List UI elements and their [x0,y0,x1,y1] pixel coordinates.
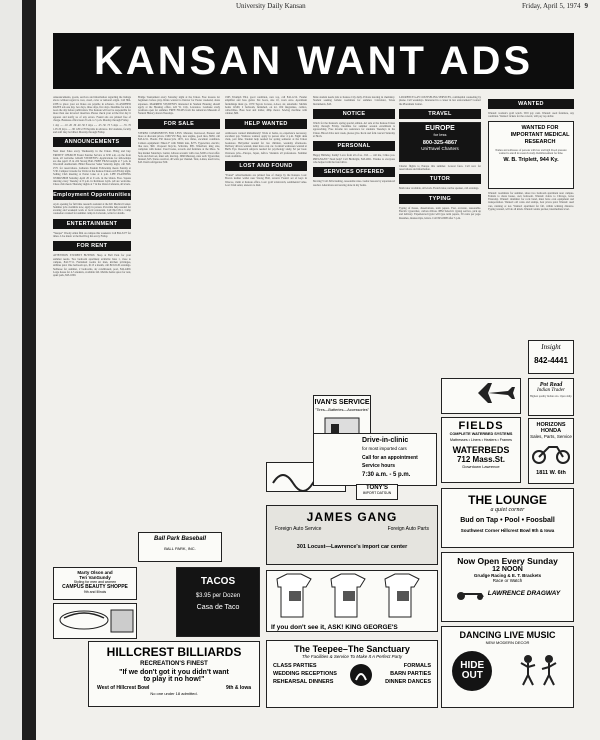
king-georges-name: KING GEORGE'S [345,624,398,631]
pot-read-sub: Indian Trader [537,388,565,393]
hillcrest-location-right: 9th & Iowa [225,685,251,691]
fields-location: Downtown Lawrence [462,464,500,469]
europe-charter-ad [399,122,481,162]
newspaper-page [36,0,600,740]
notice-text: Watch for the Kansan's spring special edition. Art sale at the Kansas Union lobby through Friday. Deadline for summer session enrollment is approaching. Free income tax assistance for students Tuesdays in the Union. Blood drive next week, please give. Rock and folk concert Saturday at Hoch. [313,121,395,139]
campus-beauty-name: CAMPUS BEAUTY SHOPPE [62,584,128,590]
section-header-announcements: ANNOUNCEMENTS [53,137,131,147]
tacos-title: TACOS [200,576,236,587]
dragster-icon [455,585,485,601]
dragway-name: LAWRENCE DRAGWAY [487,589,561,597]
lounge-title: THE LOUNGE [468,493,547,507]
hillcrest-quote-2: to play it no how!" [143,676,205,683]
insight-phone: 842-4441 [534,356,568,365]
rates-table-text: 1 day ..... .10 .20 .30 .40 .50 3 days ..... .25 .50 .75 5 days ..... .35 .70 1.05 20 days ..... .90 1.80 2.70 Payable in advance. KU students, faculty and staff may be billed. Monday through Friday. [53,124,131,134]
teepee-item: WEDDING RECEPTIONS [273,671,337,677]
col4-top-text: Male student needs ride to Kansas City daily. Private tutoring in chemistry. Student seeking female roommate for summer. Calculator, Texas Instruments, $45. [313,96,395,106]
hillcrest-title: HILLCREST BILLIARDS [106,645,242,659]
fields-subtitle: COMPLETE WATERBED SYSTEMS [449,432,513,436]
dragway-title: Now Open Every Sunday [457,556,558,566]
ball-park-sub: BALL PARK, INC. [164,546,196,551]
store-logo-icon [54,604,137,639]
medical-title: WANTED FOR IMPORTANT MEDICAL RESEARCH [510,124,570,145]
dragway-logo-row [442,585,573,601]
clinic-subtitle: for most imported cars [362,446,407,451]
clinic-line-1: Call for an appointment [362,455,418,461]
teepee-item: REHEARSAL DINNERS [273,679,334,685]
lounge-features: Bud on Tap • Pool • Foosball [460,517,555,524]
section-header-wanted: WANTED [488,99,574,109]
campus-beauty-tagline: Styling for men and women [73,580,117,584]
europe-sub: for less [433,131,447,137]
services-text: Moving? Call Jim's hauling, reasonable rates. Guitar lessons by experienced teacher. Alterations and sewing done in my home. [313,180,395,187]
hillcrest-quote-1: "If we don't got it you didn't want [119,669,229,676]
employment-text: A job opening for full time research assistant at the KU Medical Center. Summer jobs available now, apply in person. Part-time help needed for evening and weekend work at local restaurant. Call 842-5511. Camp counselors wanted for summer camp in Colorado, write for details. [53,202,131,216]
horizons-sub: Sales, Parts, Service [530,434,572,439]
motorcycle-icon [529,439,573,465]
lounge-ad [441,488,574,548]
tonys-subtitle: IMPORT DATSUN [362,491,392,495]
folio-line [36,1,596,11]
section-header-employment: Employment Opportunities [53,191,131,198]
tacos-restaurant-name: Casa de Taco [196,604,240,611]
section-header-notice: NOTICE [313,109,395,119]
help-wanted-text: Addressers wanted immediately! Work at home, no experience necessary, excellent pay. Waitress wanted, apply in person after 4 p.m. Night desk clerk, part time. Student help needed for spring semester at the Union bookstore. Babysitter needed for two children, weekday afternoons. Delivery drivers wanted, must have own car. Cocktail waitresses wanted at Bull's Eye. Research subjects needed for psychology study, $2 per hour. Overseas jobs—Europe, Japan, Africa. Students all professions. Summer work available. [225,131,307,158]
pot-read-title: Pot Read [539,382,563,388]
james-gang-title: JAMES GANG [306,510,398,524]
king-georges-lead: If you don't see it, ASK! [271,624,344,631]
fields-address: 712 Mass.St. [456,455,506,464]
col6-text-1: Wanted: roommate for summer, share two bedroom apartment near campus. Female to share house, own bedroom. Wanted: riders to Chicago, leave Thursday. Wanted: drummer for rock band, must have own equipment and transportation. Wanted: old coins and stamps, best prices paid. Wanted: used cars, running or not. Wanted: apartment for fall, within walking distance. Typing wanted, will do all kinds. Wanted: tennis partner, intermediate level. [488,191,574,212]
insight-title: Insight [541,343,561,351]
teepee-title: The Teepee–The Sanctuary [294,644,410,654]
announcements-text: Next meet Sales every Wednesday in the Union. Bring and buy. TRINITY CHURCH Easter Sunrise Service at 6:30 a.m. on the front lawn, all welcome. GRAD STUDENTS: Applications for fellowships are due April 15 in 222 Strong Hall. FREE FILM tonight at 7 p.m. in Woodruff Auditorium. Hillel Passover Seder Saturday night, call 843-2571 for reservations. Lutheran Student Fellowship meets Sunday at 5:30. Campus Crusade for Christ at the Kansas Union each Friday night. Sailing Club meeting at Potter Lake at 4 p.m. LIFE PLANNING WORKSHOP Saturday April 20 at 9 a.m. in the Union. Free. Square dancing every Tuesday at 8 p.m. in Robinson Gym. All are welcome. Chess club meets Thursday nights at 7 in the Union Cafeteria, all levels. [53,150,131,187]
section-header-tutor: TUTOR [399,174,481,184]
ivans-subtitle: "Tires—Batteries—Accessories" [314,408,370,412]
folio-date [522,2,588,10]
dragway-sub: Grudge Racing & E. T. Brackets [473,573,542,578]
fields-waterbeds: WATERBEDS [452,445,510,455]
hide-out-name: HIDE OUT [452,651,492,691]
lounge-location: Southwest Corner Hillcrest Bowl 9th & Iowa [460,528,555,533]
campus-beauty-ad [53,567,137,600]
hide-out-row [442,651,573,691]
column-1 [53,96,131,736]
medical-research-ad [488,121,574,189]
clinic-line-2: Service hours [362,463,396,469]
campus-beauty-names-1: Marty Olson and [77,570,113,575]
campus-beauty-names-2: Teri VanGundy [79,575,111,580]
section-header-help-wanted: HELP WANTED [225,119,307,129]
entertainment-text: "Sleeper" Woody Allen film on campus this weekend. Call 864-3477 for times. Live music at the Red Dog Inn every Friday. [53,231,131,239]
section-header-lost-found: LOST AND FOUND [225,161,307,171]
horizons-address: 1811 W. 6th [536,470,566,476]
ivans-title: IVAN'S SERVICE [314,399,370,406]
tonys-title: TONY'S [366,485,388,491]
pot-read-body: Highest quality Indian arts. Open daily. [529,395,573,398]
europe-title: EUROPE [425,124,455,132]
hillcrest-subtitle: RECREATION'S FINEST [140,661,208,667]
column-2 [138,96,220,736]
pot-read-ad [528,378,574,416]
wanted-text: Wanted: woman's gold watch. Will pay cash. Wanted: used furniture, any condition. Wanted: tickets for the concert, will pay top dollar. [488,112,574,119]
dancing-sub: NEW MODERN DECOR [485,640,530,645]
james-gang-service-2: Foreign Auto Parts [387,526,429,532]
fields-title: FIELDS [458,420,504,432]
section-header-entertainment: ENTERTAINMENT [53,219,131,229]
insight-phone-ad [528,340,574,374]
section-header-typing: TYPING [399,194,481,204]
lost-found-text: "Found" advertisements are printed free of charge by the Kansan. Lost: Brown leather wallet near Strong Hall, reward. Found: set of keys in Wescoe, claim at Kansan office. Lost: gold wristwatch, sentimental value. Lost: Irish setter, answers to Red. [225,174,307,188]
teepee-item: DINNER DANCES [385,679,431,685]
medical-body: Names and addresses of persons with low and high blood pressure wanted to enroll in research study. Reimbursement for time. [495,148,567,155]
tacos-price: $3.95 per Dozen [195,593,241,599]
hillcrest-note: No one under 18 admitted. [150,691,198,696]
fields-items: Mattresses • Liners • Heaters • Frames [450,438,512,442]
james-gang-address: 301 Locust—Lawrence's import car center [296,544,408,550]
section-header-personal: PERSONAL [313,141,395,151]
classified-rates-text: Announcements, goods, services and information regarding the listings above without regard to race, creed, color or national origin. Call 864-4358 to place your ad. Rates are payable in advance. CLASSIFIED RATES ads one day, two days, three days, five days. Deadline for ads is noon the day before publication. The Kansan will not be responsible for more than one incorrect insertion. Please check your ad the first day it appears and notify us of any errors. Found ads are printed free of charge. Business office hours 8 a.m. to 5 p.m. Monday through Friday. [53,96,131,123]
tonys-import-ad [356,484,398,500]
folio-date-text: Friday, April 5, 1974 [522,2,581,10]
adjacent-page-edge [0,0,22,740]
horizons-honda-ad [528,418,574,484]
personal-text: Happy Birthday, Kathy! Love from all of us. J.M. — call me, I miss you. PREGNANT? Need help? Call Birthright, 843-4821. Thanks to everyone who helped with the fund drive. [313,154,395,164]
lawrence-dragway-ad [441,552,574,622]
section-header-for-sale: FOR SALE [138,119,220,129]
section-header-travel: TRAVEL [399,109,481,119]
col5-top-text: LAWRENCE GAY COUNSELING SERVICES, confidential counseling by phone. Call weekdays. Interested in a career in law enforcement? Contact the Placement Center. [399,96,481,106]
dancers-icon [513,651,563,691]
dancing-title: DANCING LIVE MUSIC [459,630,556,640]
col3-top-text: 1965 Triumph TR4, good condition, new top, call 842-1212. Fender amplifier and bass guitar. Ski boots, size 10, worn once. Apartment furnishings must go. 1970 Toyota Corona, 4-door, air, automatic. Mobile home 12x60, 2 bedroom, furnished, on lot. Old magazines, comics, collectibles. Bass boat and trailer, 40hp motor. Sewing machine with cabinet, $60. [225,96,307,116]
ball-park-ad [138,532,222,562]
for-sale-text: STEREO COMPONENTS FOR LESS: Marantz, Kenwood, Pioneer and more at discount prices. 1969 VW Bug, new engine, good tires, $950, call 843-2211. Honda 350 motorcycle 1972, low miles, excellent condition. Camera equipment: Nikon F with 50mm lens, $275. Typewriter, electric, like new, $90. 10-speed bicycle, Schwinn, $85. Waterbed, king size, complete with heater. Used books, records and furniture at the Mass. St. flea market Saturdays. Guitar, Gibson acoustic with case, $200 or best offer. Sofa and chair set, must sell, moving. 1966 Mustang, runs well. Typewriter, manual, $25. Stereo receiver, 40 watts per channel. Tent, 4-man, used twice, $45. Dorm refrigerator $50. [138,131,220,165]
ball-park-title: Ball Park Baseball [153,536,207,542]
dragway-time: 12 NOON [492,566,523,573]
for-rent-text: ATTENTION STUDENT BUYERS: Shop at Ball Park for your summer needs. Two bedroom apartment available June 1, close to campus, 842-7711. Furnished rooms for men, kitchen privileges, utilities paid. One bedroom apt., $115 a month, call 843-0120 evenings. Sublease for summer, 2 bedrooms, air conditioned, pool, 842-4400. Large house for 4-5 students, available fall. Mobile home space for rent, quiet park, 843-1000. [53,254,131,278]
hide-out-ad [441,626,574,708]
tutor-text: Math tutor available, all levels. French tutor, native speaker, call evenings. [399,187,480,191]
section-header-services: SERVICES OFFERED [313,167,395,177]
james-gang-service-1: Foreign Auto Service [275,526,322,532]
travel-text: Charter flights to Europe this summer. Lowest fares. Call now for reservations and information. [399,164,481,172]
clothing-store-ad [53,603,137,639]
teepee-item: CLASS PARTIES [273,663,317,669]
section-header-for-rent: FOR RENT [53,241,131,251]
hillcrest-location-left: West of Hillcrest Bowl [97,685,150,691]
europe-brand: UniTravel Charters [421,145,459,151]
folio-paper-name: University Daily Kansan [236,2,306,10]
europe-phone: 800-325-4867 [422,139,458,146]
lounge-sub: a quiet corner [490,507,525,513]
typing-text: Typing of theses, dissertations, term papers. Fast, accurate, reasonable. Electric typewriter, carbon ribbon. IBM Selectric typing service, pick up and delivery. Experienced typist will type term papers, 50 cents per page. Resumes, manuscripts, letters. Call 843-0098 after 5 p.m. [399,206,481,220]
clinic-hours: 7:30 a.m. - 5 p.m. [362,472,411,478]
teepee-item: FORMALS [403,663,431,669]
medical-contact: W. B. Triplett, 944 Ky. [503,157,559,164]
teepee-tagline: The Facilities & Service To Make It A Perfect Party [301,654,403,659]
folio-page-number: 9 [584,2,588,10]
page-gutter [22,0,36,740]
dragway-entry: Race or Watch [492,578,523,583]
teepee-item: BARN PARTIES [390,671,431,677]
clinic-title: Drive-in-clinic [362,437,409,444]
campus-beauty-address: 9th and Illinois [83,590,107,594]
col2-top-text: Bridge Tournament every Saturday night at the Union. Free lessons for beginners before play. Rides wanted to Denver for Easter weekend, share expenses. MARRIED STUDENTS interested in Student Housing should apply at the Housing office, 422 W. 11th, Lawrence. Graduate study positions open for summer. FREE FILMS from the American Museum of Natural History shown Tuesdays. [138,96,220,116]
horizons-title: HORIZONS HONDA [536,422,566,434]
masthead-banner: KANSAN WANT ADS [53,33,574,89]
